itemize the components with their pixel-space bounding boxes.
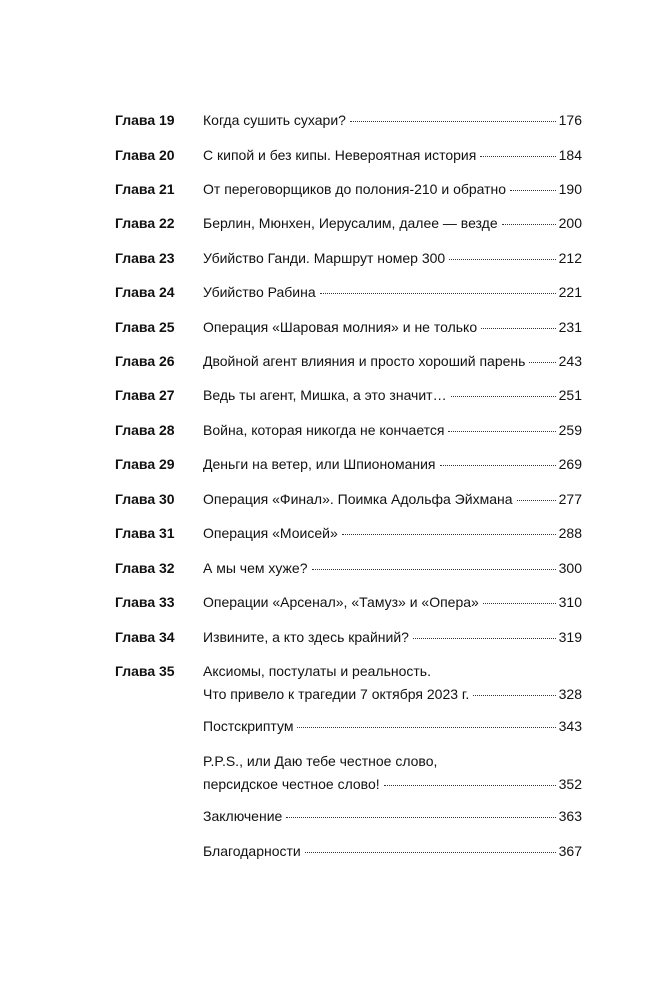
chapter-title: Операции «Арсенал», «Тамуз» и «Опера» xyxy=(203,594,479,610)
toc-title-line xyxy=(203,687,582,701)
chapter-title: От переговорщиков до полония-210 и обратно xyxy=(203,181,507,197)
dot-leader xyxy=(451,396,556,397)
toc-title-line xyxy=(203,320,582,334)
chapter-number: Глава 24 xyxy=(115,284,175,300)
page-number: 259 xyxy=(558,422,582,438)
chapter-number: Глава 19 xyxy=(115,112,175,128)
toc-title-line xyxy=(203,182,582,196)
toc-title-line xyxy=(203,595,582,609)
toc-title-line-continued xyxy=(203,754,582,768)
page-number: 251 xyxy=(558,387,582,403)
chapter-title: Война, которая никогда не кончается xyxy=(203,422,445,438)
dot-leader xyxy=(517,500,556,501)
page-number: 319 xyxy=(558,629,582,645)
dot-leader xyxy=(305,852,556,853)
chapter-title: Берлин, Мюнхен, Иерусалим, далее — везде xyxy=(203,215,498,231)
chapter-title: С кипой и без кипы. Невероятная история xyxy=(203,147,477,163)
toc-title-line xyxy=(203,251,582,265)
chapter-title: Двойной агент влияния и просто хороший парень xyxy=(203,353,526,369)
dot-leader xyxy=(481,328,556,329)
dot-leader xyxy=(510,190,556,191)
chapter-number: Глава 35 xyxy=(115,663,175,679)
toc-title-line xyxy=(203,526,582,540)
dot-leader xyxy=(286,817,555,818)
chapter-title: Ведь ты агент, Мишка, а это значит… xyxy=(203,387,447,403)
page-number: 288 xyxy=(558,525,582,541)
chapter-title: Убийство Ганди. Маршрут номер 300 xyxy=(203,250,446,266)
chapter-title: Операция «Финал». Поимка Адольфа Эйхмана xyxy=(203,491,513,507)
chapter-title: Извините, а кто здесь крайний? xyxy=(203,629,409,645)
toc-title-line xyxy=(203,423,582,437)
chapter-number: Глава 32 xyxy=(115,560,175,576)
chapter-title: Аксиомы, постулаты и реальность. xyxy=(203,663,431,679)
toc-title-line-continued xyxy=(203,664,582,678)
dot-leader xyxy=(350,121,556,122)
page-number: 231 xyxy=(558,319,582,335)
chapter-title: А мы чем хуже? xyxy=(203,560,308,576)
toc-title-line xyxy=(203,844,582,858)
page-number: 243 xyxy=(558,353,582,369)
chapter-title: Деньги на ветер, или Шпиономания xyxy=(203,456,436,472)
toc-title-line xyxy=(203,719,582,733)
chapter-number: Глава 22 xyxy=(115,215,175,231)
chapter-number: Глава 25 xyxy=(115,319,175,335)
toc-title-line xyxy=(203,388,582,402)
page-number: 328 xyxy=(558,686,582,702)
toc-title-line xyxy=(203,354,582,368)
toc-title-line xyxy=(203,457,582,471)
chapter-title: P.P.S., или Даю тебе честное слово, xyxy=(203,753,438,769)
chapter-number: Глава 23 xyxy=(115,250,175,266)
page-number: 277 xyxy=(558,491,582,507)
dot-leader xyxy=(312,569,556,570)
page-number: 212 xyxy=(558,250,582,266)
dot-leader xyxy=(529,362,555,363)
chapter-title: Постскриптум xyxy=(203,718,294,734)
toc-title-line xyxy=(203,809,582,823)
page-number: 310 xyxy=(558,594,582,610)
page-number: 221 xyxy=(558,284,582,300)
dot-leader xyxy=(483,603,556,604)
chapter-number: Глава 31 xyxy=(115,525,175,541)
dot-leader xyxy=(502,224,556,225)
dot-leader xyxy=(413,638,556,639)
chapter-title: персидское честное слово! xyxy=(203,776,380,792)
chapter-title: Убийство Рабина xyxy=(203,284,316,300)
page-number: 176 xyxy=(558,112,582,128)
chapter-number: Глава 34 xyxy=(115,629,175,645)
dot-leader xyxy=(342,534,556,535)
page-number: 200 xyxy=(558,215,582,231)
toc-title-line xyxy=(203,113,582,127)
toc-title-line xyxy=(203,285,582,299)
page-number: 352 xyxy=(558,776,582,792)
dot-leader xyxy=(440,465,556,466)
dot-leader xyxy=(480,156,555,157)
toc-title-line xyxy=(203,561,582,575)
dot-leader xyxy=(473,695,555,696)
toc-title-line xyxy=(203,492,582,506)
page-number: 269 xyxy=(558,456,582,472)
toc-title-line xyxy=(203,777,582,791)
chapter-number: Глава 30 xyxy=(115,491,175,507)
chapter-title: Что привело к трагедии 7 октября 2023 г. xyxy=(203,686,470,702)
dot-leader xyxy=(297,727,555,728)
page-number: 184 xyxy=(558,147,582,163)
chapter-number: Глава 33 xyxy=(115,594,175,610)
chapter-number: Глава 26 xyxy=(115,353,175,369)
chapter-title: Благодарности xyxy=(203,843,301,859)
chapter-number: Глава 29 xyxy=(115,456,175,472)
toc-title-line xyxy=(203,630,582,644)
dot-leader xyxy=(449,259,555,260)
chapter-title: Когда сушить сухари? xyxy=(203,112,346,128)
chapter-title: Операция «Моисей» xyxy=(203,525,338,541)
dot-leader xyxy=(448,431,555,432)
page-number: 343 xyxy=(558,718,582,734)
chapter-number: Глава 21 xyxy=(115,181,175,197)
chapter-number: Глава 20 xyxy=(115,147,175,163)
chapter-title: Заключение xyxy=(203,808,283,824)
toc-title-line xyxy=(203,148,582,162)
dot-leader xyxy=(320,293,556,294)
page-number: 300 xyxy=(558,560,582,576)
chapter-number: Глава 28 xyxy=(115,422,175,438)
page-number: 190 xyxy=(558,181,582,197)
chapter-title: Операция «Шаровая молния» и не только xyxy=(203,319,478,335)
page-number: 367 xyxy=(558,843,582,859)
dot-leader xyxy=(384,785,556,786)
page-number: 363 xyxy=(558,808,582,824)
toc-title-line xyxy=(203,216,582,230)
chapter-number: Глава 27 xyxy=(115,387,175,403)
